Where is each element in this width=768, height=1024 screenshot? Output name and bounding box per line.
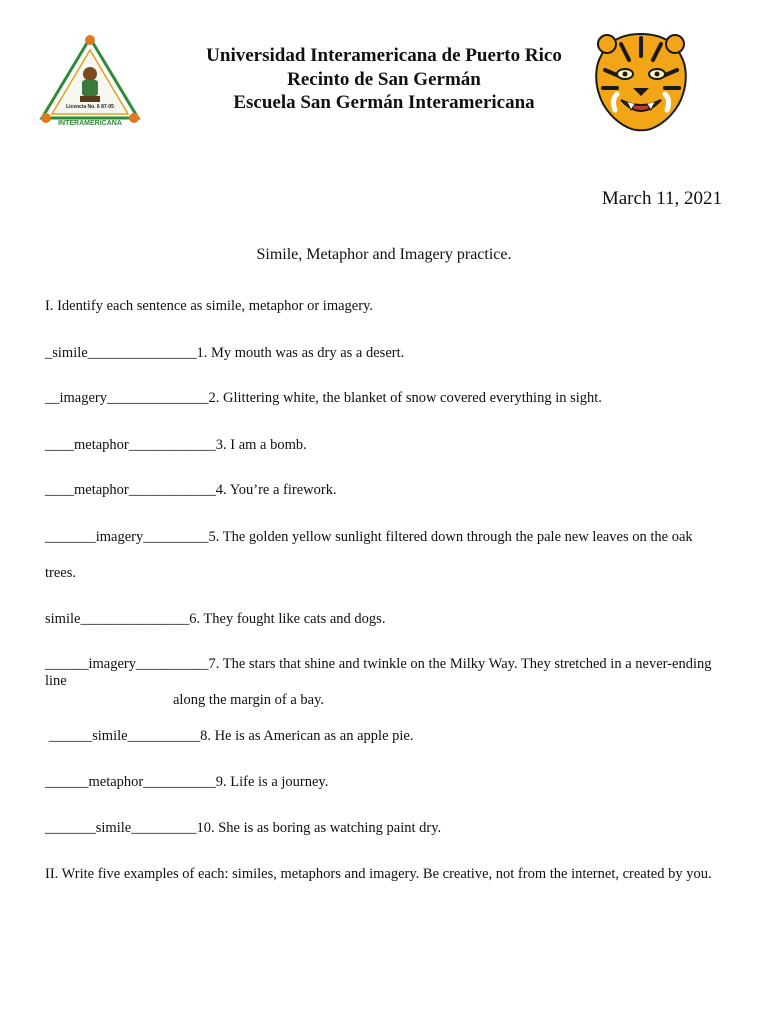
item-5-continued: trees. — [45, 565, 76, 581]
item-9: ______metaphor__________9. Life is a journey. — [45, 774, 329, 790]
worksheet-title: Simile, Metaphor and Imagery practice. — [256, 246, 512, 263]
header-university: Universidad Interamericana de Puerto Rico — [206, 45, 562, 66]
document-date: March 11, 2021 — [601, 188, 722, 209]
tiger-head-icon — [591, 30, 691, 134]
item-3: ____metaphor____________3. I am a bomb. — [45, 437, 307, 453]
section-two-instructions: II. Write five examples of each: similes, metaphors and imagery. Be creative, not from the internet, created by you. — [45, 866, 712, 882]
emblem-bottom-text: INTERAMERICANA — [58, 120, 122, 126]
item-4: ____metaphor____________4. You’re a firework. — [45, 482, 337, 498]
item-2: __imagery______________2. Glittering white, the blanket of snow covered everything in sight. — [45, 390, 602, 406]
item-1: _simile_______________1. My mouth was as dry as a desert. — [45, 345, 405, 361]
item-8: ______simile__________8. He is as American as an apple pie. — [45, 728, 414, 744]
header-school: Escuela San Germán Interamericana — [233, 92, 535, 113]
section-one-instructions: I. Identify each sentence as simile, metaphor or imagery. — [45, 298, 373, 314]
item-5: _______imagery_________5. The golden yellow sunlight filtered down through the pale new leaves on the oak — [45, 529, 693, 545]
item-7: ______imagery__________7. The stars that shine and twinkle on the Milky Way. They stretched in a never-ending line — [45, 656, 712, 689]
item-7-continued: along the margin of a bay. — [173, 692, 324, 708]
header-campus: Recinto de San Germán — [287, 68, 481, 90]
item-6: simile_______________6. They fought like cats and dogs. — [45, 611, 386, 627]
item-10: _______simile_________10. She is as boring as watching paint dry. — [45, 820, 442, 836]
emblem-inner-text: Licencia No. 6 87-05 — [66, 104, 114, 110]
